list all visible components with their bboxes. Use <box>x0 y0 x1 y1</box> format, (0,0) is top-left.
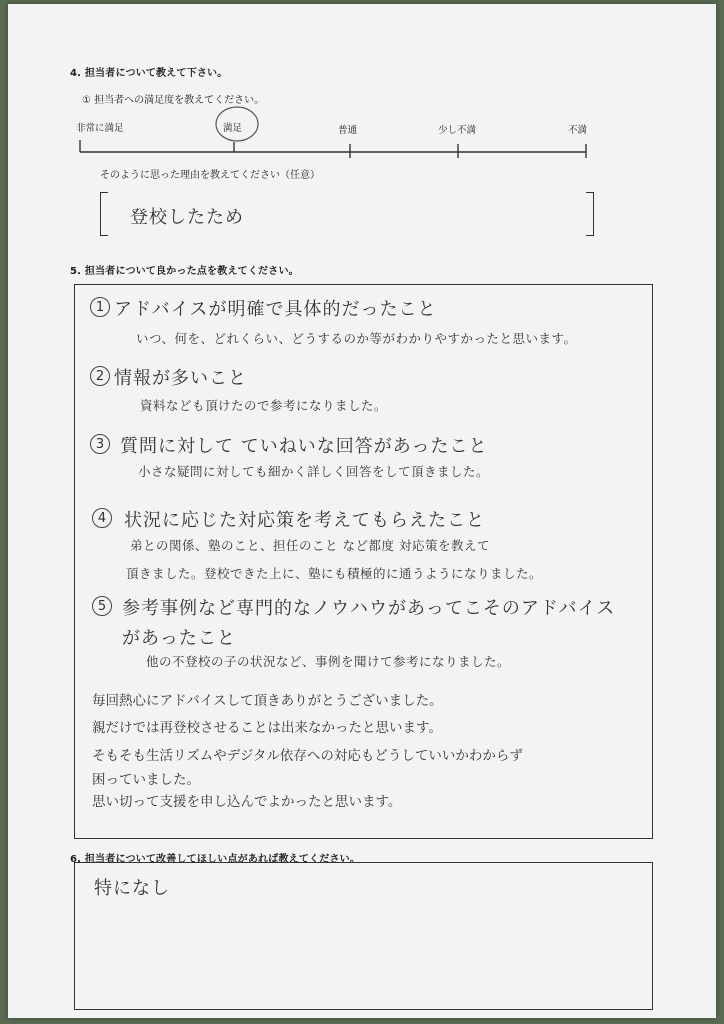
closing-line-1: 毎回熱心にアドバイスして頂きありがとうございました。 <box>92 693 443 709</box>
item-4-line-2: 頂きました。登校できた上に、塾にも積極的に通うようになりました。 <box>126 566 543 581</box>
satisfaction-scale <box>68 104 598 164</box>
closing-line-5: 思い切って支援を申し込んでよかったと思います。 <box>92 794 402 810</box>
item-4-heading: 状況に応じた対応策を考えてもらえたこと <box>124 510 485 531</box>
item-2-number: 2 <box>90 366 110 386</box>
item-5-heading: 参考事例など専門的なノウハウがあってこそのアドバイス <box>122 598 616 619</box>
selected-circle <box>216 107 258 141</box>
scale-label-slightly-dissatisfied: 少し不満 <box>438 125 477 136</box>
q6-title: 6. 担当者について改善してほしい点があれば教えてください。 <box>70 854 361 865</box>
q4-title: 4. 担当者について教えて下さい。 <box>70 68 228 79</box>
closing-line-2: 親だけでは再登校させることは出来なかったと思います。 <box>92 720 442 736</box>
closing-line-3: そもそも生活リズムやデジタル依存への対応もどうしていいかわからず <box>92 748 523 764</box>
q4-sub-title: ① 担当者への満足度を教えてください。 <box>82 95 265 106</box>
item-4-line-1: 弟との関係、塾のこと、担任のこと など都度 対応策を教えて <box>130 538 490 553</box>
q6-answer: 特になし <box>94 878 170 899</box>
reason-bracket-left <box>100 192 108 236</box>
item-1-heading: アドバイスが明確で具体的だったこと <box>114 299 437 320</box>
reason-bracket-right <box>586 192 594 236</box>
item-3-line-1: 小さな疑問に対しても細かく詳しく回答をして頂きました。 <box>138 464 490 479</box>
scale-label-neutral: 普通 <box>338 125 358 136</box>
item-2-heading: 情報が多いこと <box>114 368 247 389</box>
survey-sheet <box>8 4 716 1018</box>
item-5-line-1: があったこと <box>122 628 236 649</box>
scale-label-dissatisfied: 不満 <box>568 125 588 136</box>
q4-reason-label: そのように思った理由を教えてください（任意） <box>100 170 320 181</box>
scale-label-satisfied: 満足 <box>223 123 243 134</box>
item-1-line-1: いつ、何を、どれくらい、どうするのか等がわかりやすかったと思います。 <box>136 331 577 346</box>
item-3-heading: 質問に対して ていねいな回答があったこと <box>120 436 488 457</box>
item-3-number: 3 <box>90 434 110 454</box>
q5-title: 5. 担当者について良かった点を教えてください。 <box>70 266 299 277</box>
item-2-line-1: 資料なども頂けたので参考になりました。 <box>140 398 388 413</box>
item-5-line-2: 他の不登校の子の状況など、事例を聞けて参考になりました。 <box>146 654 511 669</box>
scale-label-very-satisfied: 非常に満足 <box>76 123 124 134</box>
item-1-number: 1 <box>90 297 110 317</box>
q4-reason-answer: 登校したため <box>130 207 244 228</box>
item-5-number: 5 <box>92 596 112 616</box>
item-4-number: 4 <box>92 508 112 528</box>
closing-line-4: 困っていました。 <box>92 772 200 788</box>
